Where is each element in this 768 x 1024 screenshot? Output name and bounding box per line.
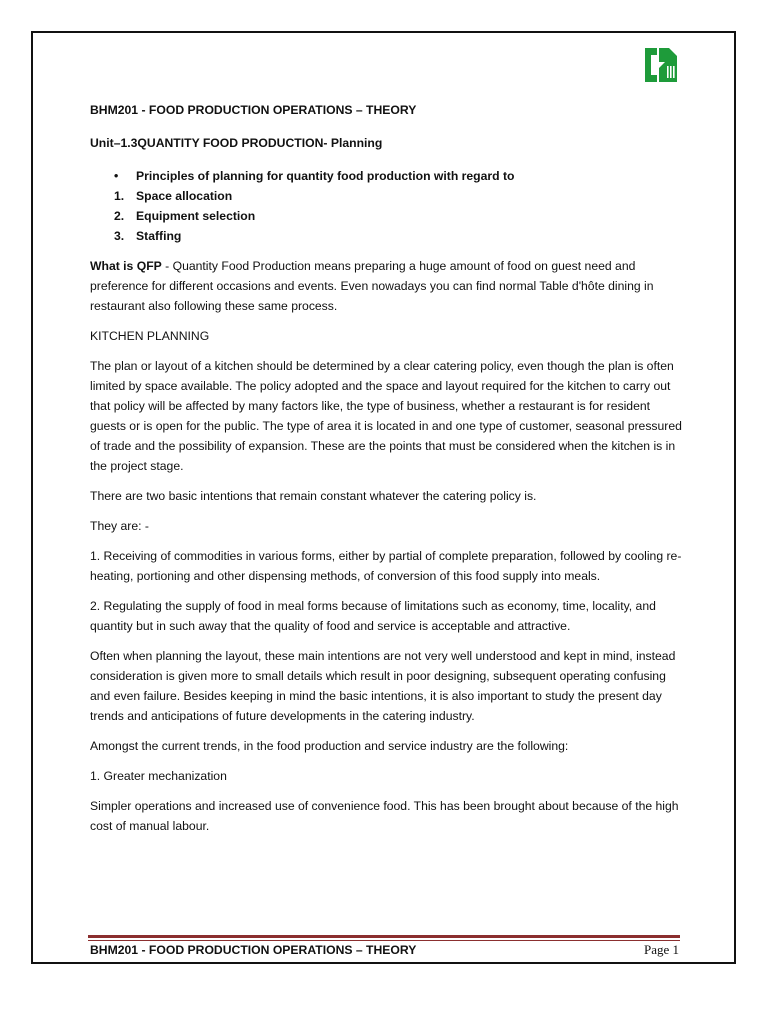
list-item [90, 226, 685, 246]
list-item [90, 206, 685, 226]
footer-rule-thin [88, 940, 680, 941]
list-number: 2. [114, 209, 125, 223]
principles-bullet-text: Principles of planning for quantity food production with regard to [136, 169, 515, 183]
principles-list [90, 166, 685, 246]
paragraph: 2. Regulating the supply of food in meal forms because of limitations such as economy, time, locality, and quantity but in such away that the quality of food and service is acceptable and attractive. [90, 599, 656, 633]
list-item-text: Staffing [136, 229, 182, 243]
list-number: 3. [114, 229, 125, 243]
paragraph: There are two basic intentions that remain constant whatever the catering policy is. [90, 489, 537, 503]
bullet-dot-icon: • [114, 169, 119, 183]
qfp-paragraph [90, 256, 685, 316]
paragraph: 1. Greater mechanization [90, 769, 227, 783]
principles-bullet [90, 166, 685, 186]
paragraph: Often when planning the layout, these main intentions are not very well understood and kept in mind, instead consideration is given more to small details which result in poor designing, subsequent operating confusing and even failure. Besides keeping in mind the basic intentions, it is also important to study the present day trends and anticipations of future developments in the catering industry. [90, 649, 676, 723]
kitchen-planning-heading: KITCHEN PLANNING [90, 329, 210, 343]
qfp-lead: What is QFP [90, 259, 162, 273]
paragraph: They are: - [90, 519, 149, 533]
paragraph: Amongst the current trends, in the food production and service industry are the following: [90, 739, 569, 753]
list-number: 1. [114, 189, 125, 203]
paragraph: The plan or layout of a kitchen should be determined by a clear catering policy, even though the plan is often limited by space available. The policy adopted and the space and layout required for the kitchen to carry out that policy will be affected by many factors like, the type of business, whether a restaurant is for resident guests or is open for the public. The type of area it is located in and one type of customer, seasonal pressured of trade and the possibility of expansion. These are the points that must be considered when the kitchen is in the project stage. [90, 359, 682, 473]
footer-rule [88, 935, 680, 938]
footer-title: BHM201 - FOOD PRODUCTION OPERATIONS – THEORY [90, 943, 417, 957]
institute-logo-icon [645, 46, 677, 84]
list-item-text: Space allocation [136, 189, 233, 203]
paragraph: 1. Receiving of commodities in various forms, either by partial of complete preparation, followed by cooling re-heating, portioning and other dispensing methods, of conversion of this food supply into meals. [90, 549, 682, 583]
qfp-text: - Quantity Food Production means preparing a huge amount of food on guest need and preference for different occasions and events. Even nowadays you can find normal Table d'hôte dining in restaurant also following these same process. [90, 259, 654, 313]
document-body [90, 100, 685, 846]
list-item-text: Equipment selection [136, 209, 256, 223]
paragraph: Simpler operations and increased use of convenience food. This has been brought about because of the high cost of manual labour. [90, 799, 679, 833]
document-title: BHM201 - FOOD PRODUCTION OPERATIONS – THEORY [90, 103, 417, 117]
list-item [90, 186, 685, 206]
unit-heading: Unit–1.3QUANTITY FOOD PRODUCTION- Planning [90, 136, 383, 150]
page-number: Page 1 [643, 942, 679, 957]
